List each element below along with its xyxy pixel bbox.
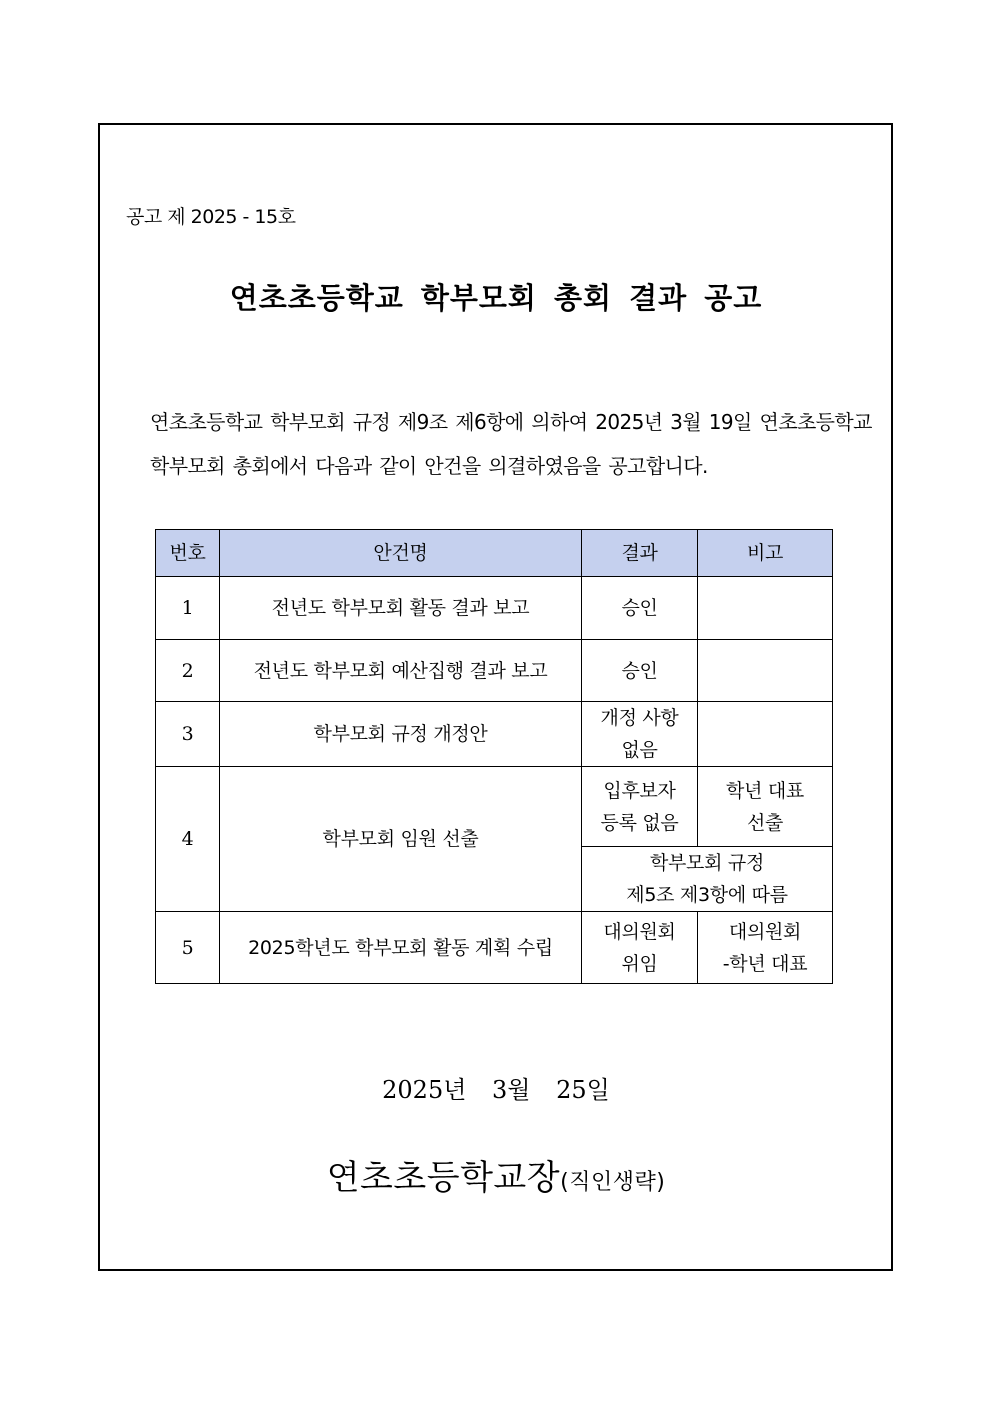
body-line: 학부모회 총회에서 다음과 같이 안건을 의결하였음을 공고합니다. [150,454,708,478]
cell-agenda-name: 전년도 학부모회 예산집행 결과 보고 [220,640,582,702]
cell-note [698,767,833,847]
header-note: 비고 [698,530,833,577]
table-row [156,702,833,767]
cell-result-line: 없음 [621,739,658,761]
body-paragraph [150,400,890,488]
cell-number: 2 [156,640,220,702]
signer-name: 연초초등학교장 [326,1158,561,1198]
cell-note [698,912,833,984]
cell-result-line: 개정 사항 [600,707,679,729]
cell-agenda-name: 학부모회 임원 선출 [220,767,582,912]
notice-number: 공고 제 2025 - 15호 [126,206,296,228]
table-row [156,767,833,847]
cell-note [698,577,833,640]
cell-merged-line: 제5조 제3항에 따름 [626,884,788,906]
cell-note-line: 선출 [746,811,784,834]
document-title: 연초초등학교 학부모회 총회 결과 공고 [229,281,763,315]
cell-number: 4 [156,767,220,912]
cell-result-line: 입후보자 [603,779,676,802]
cell-number: 5 [156,912,220,984]
cell-merged-line: 학부모회 규정 [649,852,765,874]
cell-result [582,702,698,767]
cell-result: 승인 [582,640,698,702]
signer [0,1150,992,1199]
seal-note: (직인생략) [560,1170,666,1195]
cell-agenda-name: 전년도 학부모회 활동 결과 보고 [220,577,582,640]
cell-result-line: 대의원회 [603,920,676,943]
cell-result: 승인 [582,577,698,640]
cell-note-line: 학년 대표 [726,779,804,802]
cell-result-line: 위임 [621,952,658,975]
table-row [156,640,833,702]
table-row [156,577,833,640]
header-number: 번호 [156,530,220,577]
header-agenda-name: 안건명 [220,530,582,577]
cell-note-line: -학년 대표 [722,952,808,975]
cell-number: 3 [156,702,220,767]
cell-result [582,767,698,847]
cell-agenda-name: 학부모회 규정 개정안 [220,702,582,767]
body-line: 연초초등학교 학부모회 규정 제9조 제6항에 의하여 2025년 3월 19일 연초초등학교 [150,410,872,434]
cell-agenda-name: 2025학년도 학부모회 활동 계획 수립 [220,912,582,984]
cell-note-line: 대의원회 [728,920,802,943]
announcement-date: 2025년 3월 25일 [382,1076,610,1104]
cell-result-line: 등록 없음 [600,811,679,834]
cell-result [582,912,698,984]
cell-note [698,640,833,702]
table-header-row [156,530,833,577]
header-result: 결과 [582,530,698,577]
table-row [156,912,833,984]
agenda-table [155,529,833,984]
cell-note [698,702,833,767]
cell-number: 1 [156,577,220,640]
cell-merged-note [582,847,833,912]
